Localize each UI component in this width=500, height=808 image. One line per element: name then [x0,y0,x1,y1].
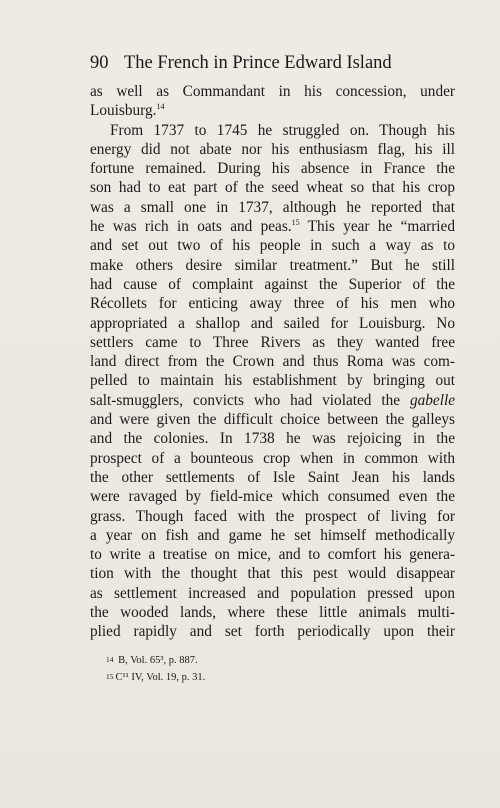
footnote [106,669,406,686]
text-line: as well as Commandant in his concession, under [90,83,455,100]
footnote-ref: 15 [291,218,300,228]
text-line: grass. Though faced with the prospect of living for [90,507,455,525]
text-line: and set out two of his people in such a way as to [90,237,455,255]
text-line: pelled to maintain his establishment by bringing out [90,372,455,390]
text-line: a year on fish and game he set himself methodically [90,526,455,544]
footnote-number: 14 [106,655,114,664]
text-line: settlers came to Three Rivers as they wanted free [90,333,455,351]
text-line: Louisburg.$^{14}$ [90,102,165,120]
text-line: and were given the difficult choice between the galleys [90,411,455,429]
text-line: son had to eat part of the seed wheat so that his crop [90,179,455,197]
text-line: was a small one in 1737, although he reported that [90,198,455,216]
text-line: Récollets for enticing away three of his men who [90,295,455,313]
text-line: tion with the thought that this pest would disappear [90,565,455,583]
text-line: land direct from the Crown and thus Roma was com- [90,353,455,371]
footnote-text: B, Vol. 65³, p. 887. [118,655,198,666]
footnote-text: C¹¹ IV, Vol. 19, p. 31. [115,672,206,683]
footnote-number: 15 [106,672,114,681]
footnote-ref: 14 [156,102,165,112]
text-line: From 1737 to 1745 he struggled on. Though his [110,121,455,139]
text-line: plied rapidly and set forth periodically upon their [90,623,455,641]
text-line: appropriated a shallop and sailed for Louisburg. No [90,314,455,332]
text-line: energy did not abate nor his enthusiasm flag, his ill [90,140,455,158]
text-line: the wooded lands, where these little animals multi- [90,604,455,622]
footnotes [106,652,406,686]
footnote [106,652,406,669]
text-line: he was rich in oats and peas.$^{15}$ This year he “married [90,218,455,236]
text-line: make others desire similar treatment.” But he still [90,256,455,274]
text-line: as settlement increased and population pressed upon [90,584,455,602]
text-line: and the colonies. In 1738 he was rejoicing in the [90,430,455,448]
text-line: prospect of a bounteous crop when in common with [90,449,455,467]
page-number: 90 [90,53,109,73]
text-line: salt-smugglers, convicts who had violated the gabelle [90,391,455,409]
text-line: fortune remained. During his absence in France the [90,160,455,178]
text-line: were ravaged by field-mice which consumed even the [90,488,455,506]
running-title: The French in Prince Edward Island [124,53,392,73]
page-header [90,52,420,74]
italic-term: gabelle [409,391,455,409]
text-line: had cause of complaint against the Superior of the [90,275,455,293]
text-line: to write a treatise on mice, and to comfort his genera- [90,546,455,564]
body-text [90,82,455,642]
text-line: the other settlements of Isle Saint Jean his lands [90,468,455,486]
